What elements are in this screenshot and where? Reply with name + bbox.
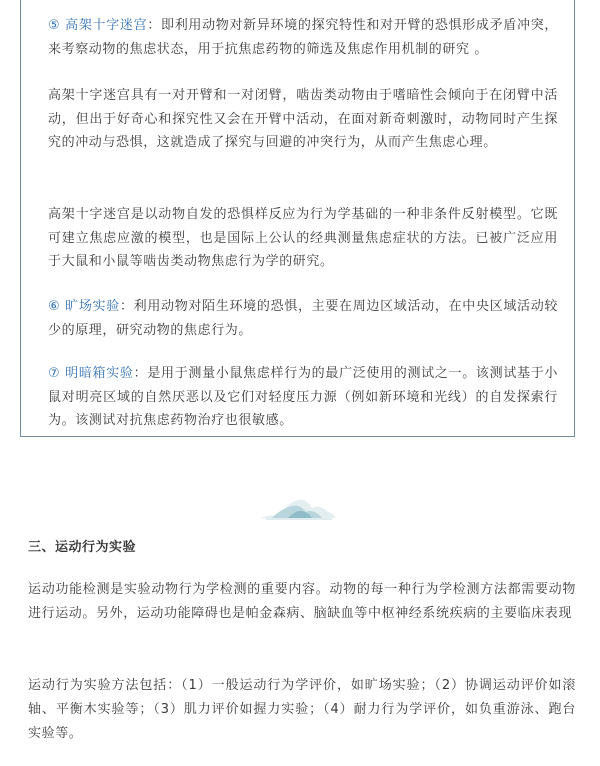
mountain-decoration-icon (258, 494, 338, 522)
paragraph-motor-function: 运动功能检测是实验动物行为学检测的重要内容。动物的每一种行为学检测方法都需要动物进行运动。另外，运动功能障碍也是帕金森病、脑缺血等中枢神经系统疾病的主要临床表现 (28, 582, 576, 621)
paragraph-elevated-plus-maze (48, 14, 558, 61)
section-heading: 三、运动行为实验 (28, 540, 137, 555)
paragraph-motor-methods: 运动行为实验方法包括：（1）一般运动行为学评价，如旷场实验；（2）协调运动评价如滚轴、平衡木实验等；（3）肌力评价如握力实验；（4）耐力行为学评价，如负重游泳、跑台实验等。 (28, 678, 576, 741)
method-label-light-dark-box: ⑦ 明暗箱实验 (48, 366, 134, 381)
paragraph-open-field (48, 295, 558, 342)
paragraph-text: ：是用于测量小鼠焦虑样行为的最广泛使用的测试之一。该测试基于小鼠对明亮区域的自然厌恶以及它们对轻度压力源（例如新环境和光线）的自发探索行为。该测试对抗焦虑药物治疗也很敏感。 (48, 366, 558, 428)
paragraph-maze-model: 高架十字迷宫是以动物自发的恐惧样反应为行为学基础的一种非条件反射模型。它既可建立焦虑应激的模型，也是国际上公认的经典测量焦虑症状的方法。已被广泛应用于大鼠和小鼠等啮齿类动物焦虑行为学的研究。 (48, 207, 558, 269)
paragraph-text: ：利用动物对陌生环境的恐惧，主要在周边区域活动，在中央区域活动较少的原理，研究动物的焦虑行为。 (48, 299, 559, 338)
paragraph-maze-description: 高架十字迷宫具有一对开臂和一对闭臂，啮齿类动物由于嗜暗性会倾向于在闭臂中活动，但出于好奇心和探究性又会在开臂中活动，在面对新奇刺激时，动物同时产生探究的冲动与恐惧，这就造成了探究与回避的冲突行为，从而产生焦虑心理。 (48, 88, 558, 150)
method-label-open-field: ⑥ 旷场实验 (48, 299, 120, 314)
paragraph-text: ：即利用动物对新异环境的探究特性和对开臂的恐惧形成矛盾冲突，来考察动物的焦虑状态，用于抗焦虑药物的筛选及焦虑作用机制的研究 。 (48, 18, 558, 57)
paragraph-light-dark-box (48, 362, 558, 433)
method-label-elevated-plus-maze: ⑤ 高架十字迷宫 (48, 18, 148, 33)
